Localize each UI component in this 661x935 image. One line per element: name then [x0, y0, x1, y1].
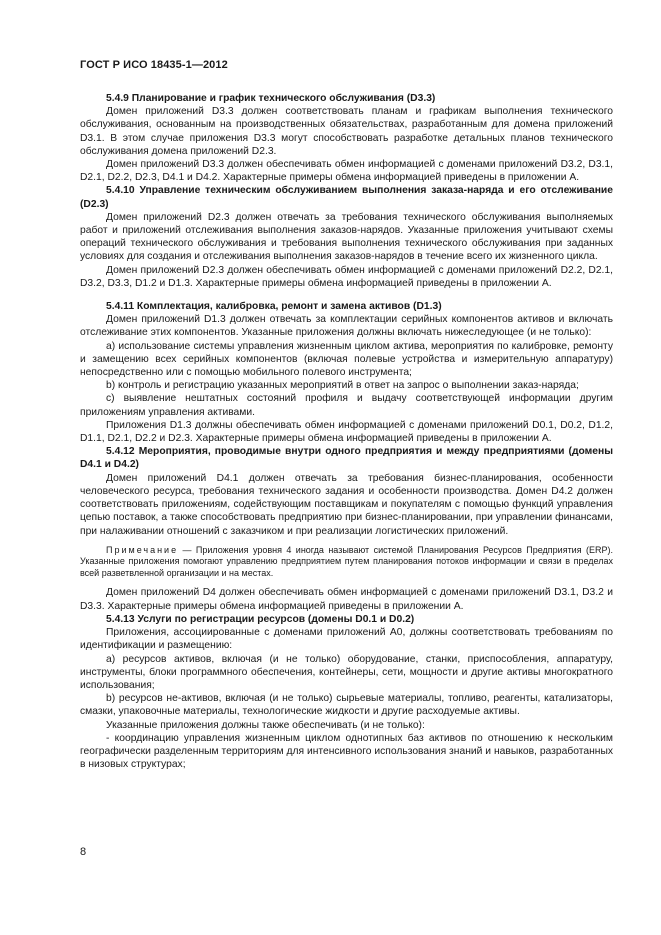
list-item: а) использование системы управления жизненным циклом актива, мероприятия по калибровке, ремонту и замещению всех серийных компонентов (включая полевые устройства и измерительную аппаратуру) непосредственно или с помощью мобильного полевого инструмента; [80, 340, 613, 379]
paragraph: Домен приложений D3.3 должен соответствовать планам и графикам выполнения технического обслуживания, основанным на производственных обязательствах, разработанным для домена приложений D3.1. В этом случае приложения D3.3 могут способствовать разработке детальных планов технического обслуживания домена приложений D2.3. [80, 106, 613, 157]
section-5-4-12-heading: 5.4.12 Мероприятия, проводимые внутри одного предприятия и между предприятиями (домены D4.1 и D4.2) [80, 446, 613, 471]
section-5-4-10-heading: 5.4.10 Управление техническим обслуживанием выполнения заказа-наряда и его отслеживание (D2.3) [80, 185, 613, 210]
section-5-4-9-heading: 5.4.9 Планирование и график технического обслуживания (D3.3) [106, 93, 436, 104]
note-text: — Приложения уровня 4 иногда называют системой Планирования Ресурсов Предприятия (ERP). Указанные приложения помогают управлению предприятием путем планирования потоков информации и связи в пределах всей разветвленной организации и на местах. [80, 544, 613, 578]
list-item: b) ресурсов не-активов, включая (и не только) сырьевые материалы, топливо, реагенты, катализаторы, смазки, упаковочные материалы, технологические жидкости и другие расходуемые активы. [80, 693, 613, 718]
list-item: а) ресурсов активов, включая (и не только) оборудование, станки, приспособления, аппаратуру, инструменты, блоки программного обеспечения, контейнеры, сети, мощности и другие активы многократного использования; [80, 653, 613, 691]
list-item: с) выявление нештатных состояний профиля и выдачу соответствующей информации другим приложениям управления активами. [80, 393, 613, 418]
paragraph: Домен приложений D4 должен обеспечивать обмен информацией с доменами приложений D3.1, D3.2 и D3.3. Характерные примеры обмена информацией приведены в приложении А. [80, 587, 613, 612]
section-5-4-13-heading: 5.4.13 Услуги по регистрации ресурсов (домены D0.1 и D0.2) [106, 613, 415, 625]
document-header: ГОСТ Р ИСО 18435-1—2012 [80, 59, 228, 71]
paragraph: Домен приложений D2.3 должен обеспечивать обмен информацией с доменами приложений D2.2, D2.1, D3.2, D3.3, D1.2 и D1.3. Характерные примеры обмена информацией приведены в приложении А. [80, 264, 613, 289]
paragraph: Указанные приложения должны также обеспечивать (и не только): [106, 719, 425, 731]
document-body [80, 92, 613, 771]
section-5-4-11-heading: 5.4.11 Комплектация, калибровка, ремонт и замена активов (D1.3) [106, 301, 442, 313]
paragraph: Домен приложений D1.3 должен отвечать за комплектации серийных компонентов активов и включать отслеживание этих компонентов. Указанные приложения должны включать нижеследующее (и не только): [80, 314, 613, 339]
note [80, 545, 613, 580]
note-label: Примечание [106, 544, 179, 555]
list-item: - координацию управления жизненным циклом однотипных баз активов по отношению к нескольким географически разделенным территориям для интенсивного использования знаний и навыков, разработанных в низовых структурах; [80, 732, 613, 771]
paragraph: Домен приложений D2.3 должен отвечать за требования технического обслуживания выполняемых работ и приложений отслеживания выполнения заказов-нарядов. Указанные приложения учитывают схемы операций технического обслуживания и требования выполнения технического обслуживания при заданных условиях для создания и отслеживания выполнения заказов-нарядов в течение всего их жизненного цикла. [80, 211, 613, 263]
paragraph: Приложения, ассоциированные с доменами приложений А0, должны соответствовать требованиям по идентификации и размещению: [80, 627, 613, 652]
paragraph: Домен приложений D4.1 должен отвечать за требования бизнес-планирования, особенности человеческого ресурса, требования технического задания и особенности производства. Домен D4.2 должен соответствовать приложениям, содействующим поставщикам и покупателям с помощью функций управления цепью поставок, а также способствовать предприятию при бизнес-планировании, при управлении финансами, при налаживании отношений с заказчиком и при реализации логистических приложений. [80, 472, 613, 537]
paragraph: Домен приложений D3.3 должен обеспечивать обмен информацией с доменами приложений D3.2, D3.1, D2.1, D2.2, D2.3, D4.1 и D4.2. Характерные примеры обмена информацией приведены в приложении А. [80, 159, 613, 184]
list-item: b) контроль и регистрацию указанных мероприятий в ответ на запрос о выполнении заказ-наряда; [106, 380, 579, 392]
page-number: 8 [80, 846, 87, 858]
paragraph: Приложения D1.3 должны обеспечивать обмен информацией с доменами приложений D0.1, D0.2, D1.2, D1.1, D2.1, D2.2 и D2.3. Характерные примеры обмена информацией приведены в приложении А. [80, 419, 613, 445]
